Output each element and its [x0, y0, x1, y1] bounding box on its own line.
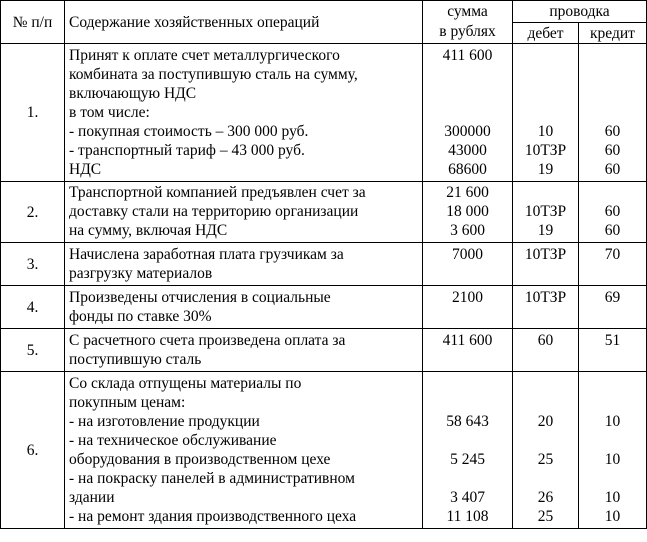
amount-value: 68600	[448, 161, 487, 178]
debit-account: 10	[537, 123, 554, 140]
operation-cell	[65, 286, 423, 329]
row-number: 1.	[1, 44, 65, 182]
operation-line: Транспортной компанией предъявлен счет за	[69, 184, 366, 201]
debit-account	[513, 103, 578, 122]
debit-cell	[513, 372, 579, 529]
amount-value	[423, 374, 512, 393]
row-number: 2.	[1, 182, 65, 243]
debit-account	[513, 264, 578, 283]
credit-cell	[579, 243, 647, 286]
table-row	[1, 372, 647, 529]
row-number: 3.	[1, 243, 65, 286]
operation-line: - на ремонт здания производственного цеха	[69, 508, 357, 525]
credit-account: 10	[604, 508, 621, 525]
debit-account: 10ТЗР	[524, 289, 567, 306]
credit-account	[579, 65, 646, 84]
credit-account: 51	[604, 332, 621, 349]
operation-line: поступившую сталь	[69, 351, 202, 368]
debit-account	[513, 183, 578, 202]
amount-cell	[423, 372, 513, 529]
operation-line: включающую НДС	[69, 85, 197, 102]
operation-line: покупным ценам:	[69, 394, 186, 411]
amount-value	[423, 350, 512, 369]
credit-account	[579, 103, 646, 122]
credit-cell	[579, 182, 647, 243]
operation-line: С расчетного счета произведена оплата за	[69, 332, 346, 349]
operation-cell	[65, 243, 423, 286]
operation-line: Со склада отпущены материалы по	[69, 375, 302, 392]
operation-line: комбината за поступившую сталь на сумму,	[69, 66, 358, 83]
debit-account: 10ТЗР	[524, 246, 567, 263]
amount-value	[423, 103, 512, 122]
operation-line: - на покраску панелей в административном	[69, 470, 355, 487]
debit-account: 10ТЗР	[524, 203, 567, 220]
operation-line: Произведены отчисления в социальные	[69, 289, 331, 306]
credit-account	[579, 431, 646, 450]
amount-cell	[423, 329, 513, 372]
amount-cell	[423, 286, 513, 329]
credit-account	[579, 183, 646, 202]
row-number: 6.	[1, 372, 65, 529]
row-number: 5.	[1, 329, 65, 372]
credit-account	[579, 469, 646, 488]
debit-account: 60	[537, 332, 554, 349]
amount-value: 21 600	[446, 184, 489, 201]
debit-account	[513, 307, 578, 326]
debit-cell	[513, 44, 579, 182]
debit-cell	[513, 329, 579, 372]
operation-cell	[65, 329, 423, 372]
debit-cell	[513, 286, 579, 329]
operation-cell	[65, 182, 423, 243]
operation-line: разгрузку материалов	[69, 265, 213, 282]
credit-account	[579, 393, 646, 412]
debit-account	[513, 469, 578, 488]
debit-account: 25	[537, 508, 554, 525]
table-row	[1, 329, 647, 372]
debit-account	[513, 374, 578, 393]
amount-cell	[423, 182, 513, 243]
debit-account	[513, 393, 578, 412]
table-row	[1, 182, 647, 243]
table-row	[1, 286, 647, 329]
credit-account: 60	[604, 123, 621, 140]
debit-account: 19	[537, 161, 554, 178]
credit-cell	[579, 286, 647, 329]
debit-account: 10ТЗР	[524, 142, 567, 159]
credit-account: 60	[604, 222, 621, 239]
amount-value: 11 108	[446, 508, 489, 525]
header-number: № п/п	[1, 1, 65, 44]
credit-account: 10	[604, 451, 621, 468]
header-amount	[423, 1, 513, 44]
credit-account: 69	[604, 289, 621, 306]
header-content: Содержание хозяйственных операций	[65, 1, 423, 44]
header-debit: дебет	[513, 23, 579, 44]
operation-line: - на изготовление продукции	[69, 413, 260, 430]
operation-line: Принят к оплате счет металлургического	[69, 47, 340, 64]
amount-cell	[423, 44, 513, 182]
debit-account: 20	[537, 413, 554, 430]
amount-value	[423, 307, 512, 326]
credit-account: 70	[604, 246, 621, 263]
debit-account	[513, 65, 578, 84]
debit-account	[513, 84, 578, 103]
operation-line: - покупная стоимость – 300 000 руб.	[69, 123, 309, 140]
amount-value	[423, 469, 512, 488]
amount-value	[423, 393, 512, 412]
credit-account: 60	[604, 142, 621, 159]
header-amount-line1: сумма	[447, 3, 488, 20]
operation-line: Начислена заработная плата грузчикам за	[69, 246, 344, 263]
operation-line: доставку стали на территорию организации	[69, 203, 359, 220]
credit-account: 60	[604, 203, 621, 220]
debit-account: 25	[537, 451, 554, 468]
credit-account: 10	[604, 413, 621, 430]
credit-cell	[579, 372, 647, 529]
amount-value: 411 600	[442, 332, 493, 349]
transactions-body	[1, 44, 647, 529]
amount-value: 300000	[444, 123, 491, 140]
debit-cell	[513, 243, 579, 286]
operation-line: здании	[69, 489, 115, 506]
credit-account	[579, 46, 646, 65]
amount-value	[423, 65, 512, 84]
amount-value: 58 643	[446, 413, 489, 430]
amount-value: 411 600	[442, 47, 493, 64]
table-row	[1, 44, 647, 182]
amount-value	[423, 84, 512, 103]
credit-account	[579, 84, 646, 103]
table-row	[1, 243, 647, 286]
header-credit: кредит	[579, 23, 647, 44]
operation-line: на сумму, включая НДС	[69, 222, 228, 239]
operation-line: НДС	[69, 161, 102, 178]
credit-account	[579, 350, 646, 369]
operation-line: в том числе:	[69, 104, 150, 121]
amount-value: 43000	[448, 142, 487, 159]
amount-value: 7000	[452, 246, 483, 263]
debit-account	[513, 46, 578, 65]
credit-account: 10	[604, 489, 621, 506]
debit-account	[513, 350, 578, 369]
credit-account: 60	[604, 161, 621, 178]
credit-account	[579, 307, 646, 326]
operation-cell	[65, 44, 423, 182]
operation-line: оборудования в производственном цехе	[69, 451, 331, 468]
operation-cell	[65, 372, 423, 529]
credit-cell	[579, 44, 647, 182]
credit-account	[579, 374, 646, 393]
credit-account	[579, 264, 646, 283]
amount-value: 2100	[452, 289, 483, 306]
operation-line: - транспортный тариф – 43 000 руб.	[69, 142, 305, 159]
debit-cell	[513, 182, 579, 243]
operation-line: - на техническое обслуживание	[69, 432, 277, 449]
debit-account: 26	[537, 489, 554, 506]
operation-line: фонды по ставке 30%	[69, 308, 212, 325]
amount-value: 3 600	[450, 222, 485, 239]
amount-value	[423, 264, 512, 283]
credit-cell	[579, 329, 647, 372]
header-amount-line2: в рублях	[439, 23, 496, 40]
amount-value: 18 000	[446, 203, 489, 220]
amount-value: 5 245	[450, 451, 485, 468]
debit-account	[513, 431, 578, 450]
amount-value: 3 407	[450, 489, 485, 506]
row-number: 4.	[1, 286, 65, 329]
amount-value	[423, 431, 512, 450]
header-entry: проводка	[513, 1, 647, 23]
amount-cell	[423, 243, 513, 286]
debit-account: 19	[537, 222, 554, 239]
